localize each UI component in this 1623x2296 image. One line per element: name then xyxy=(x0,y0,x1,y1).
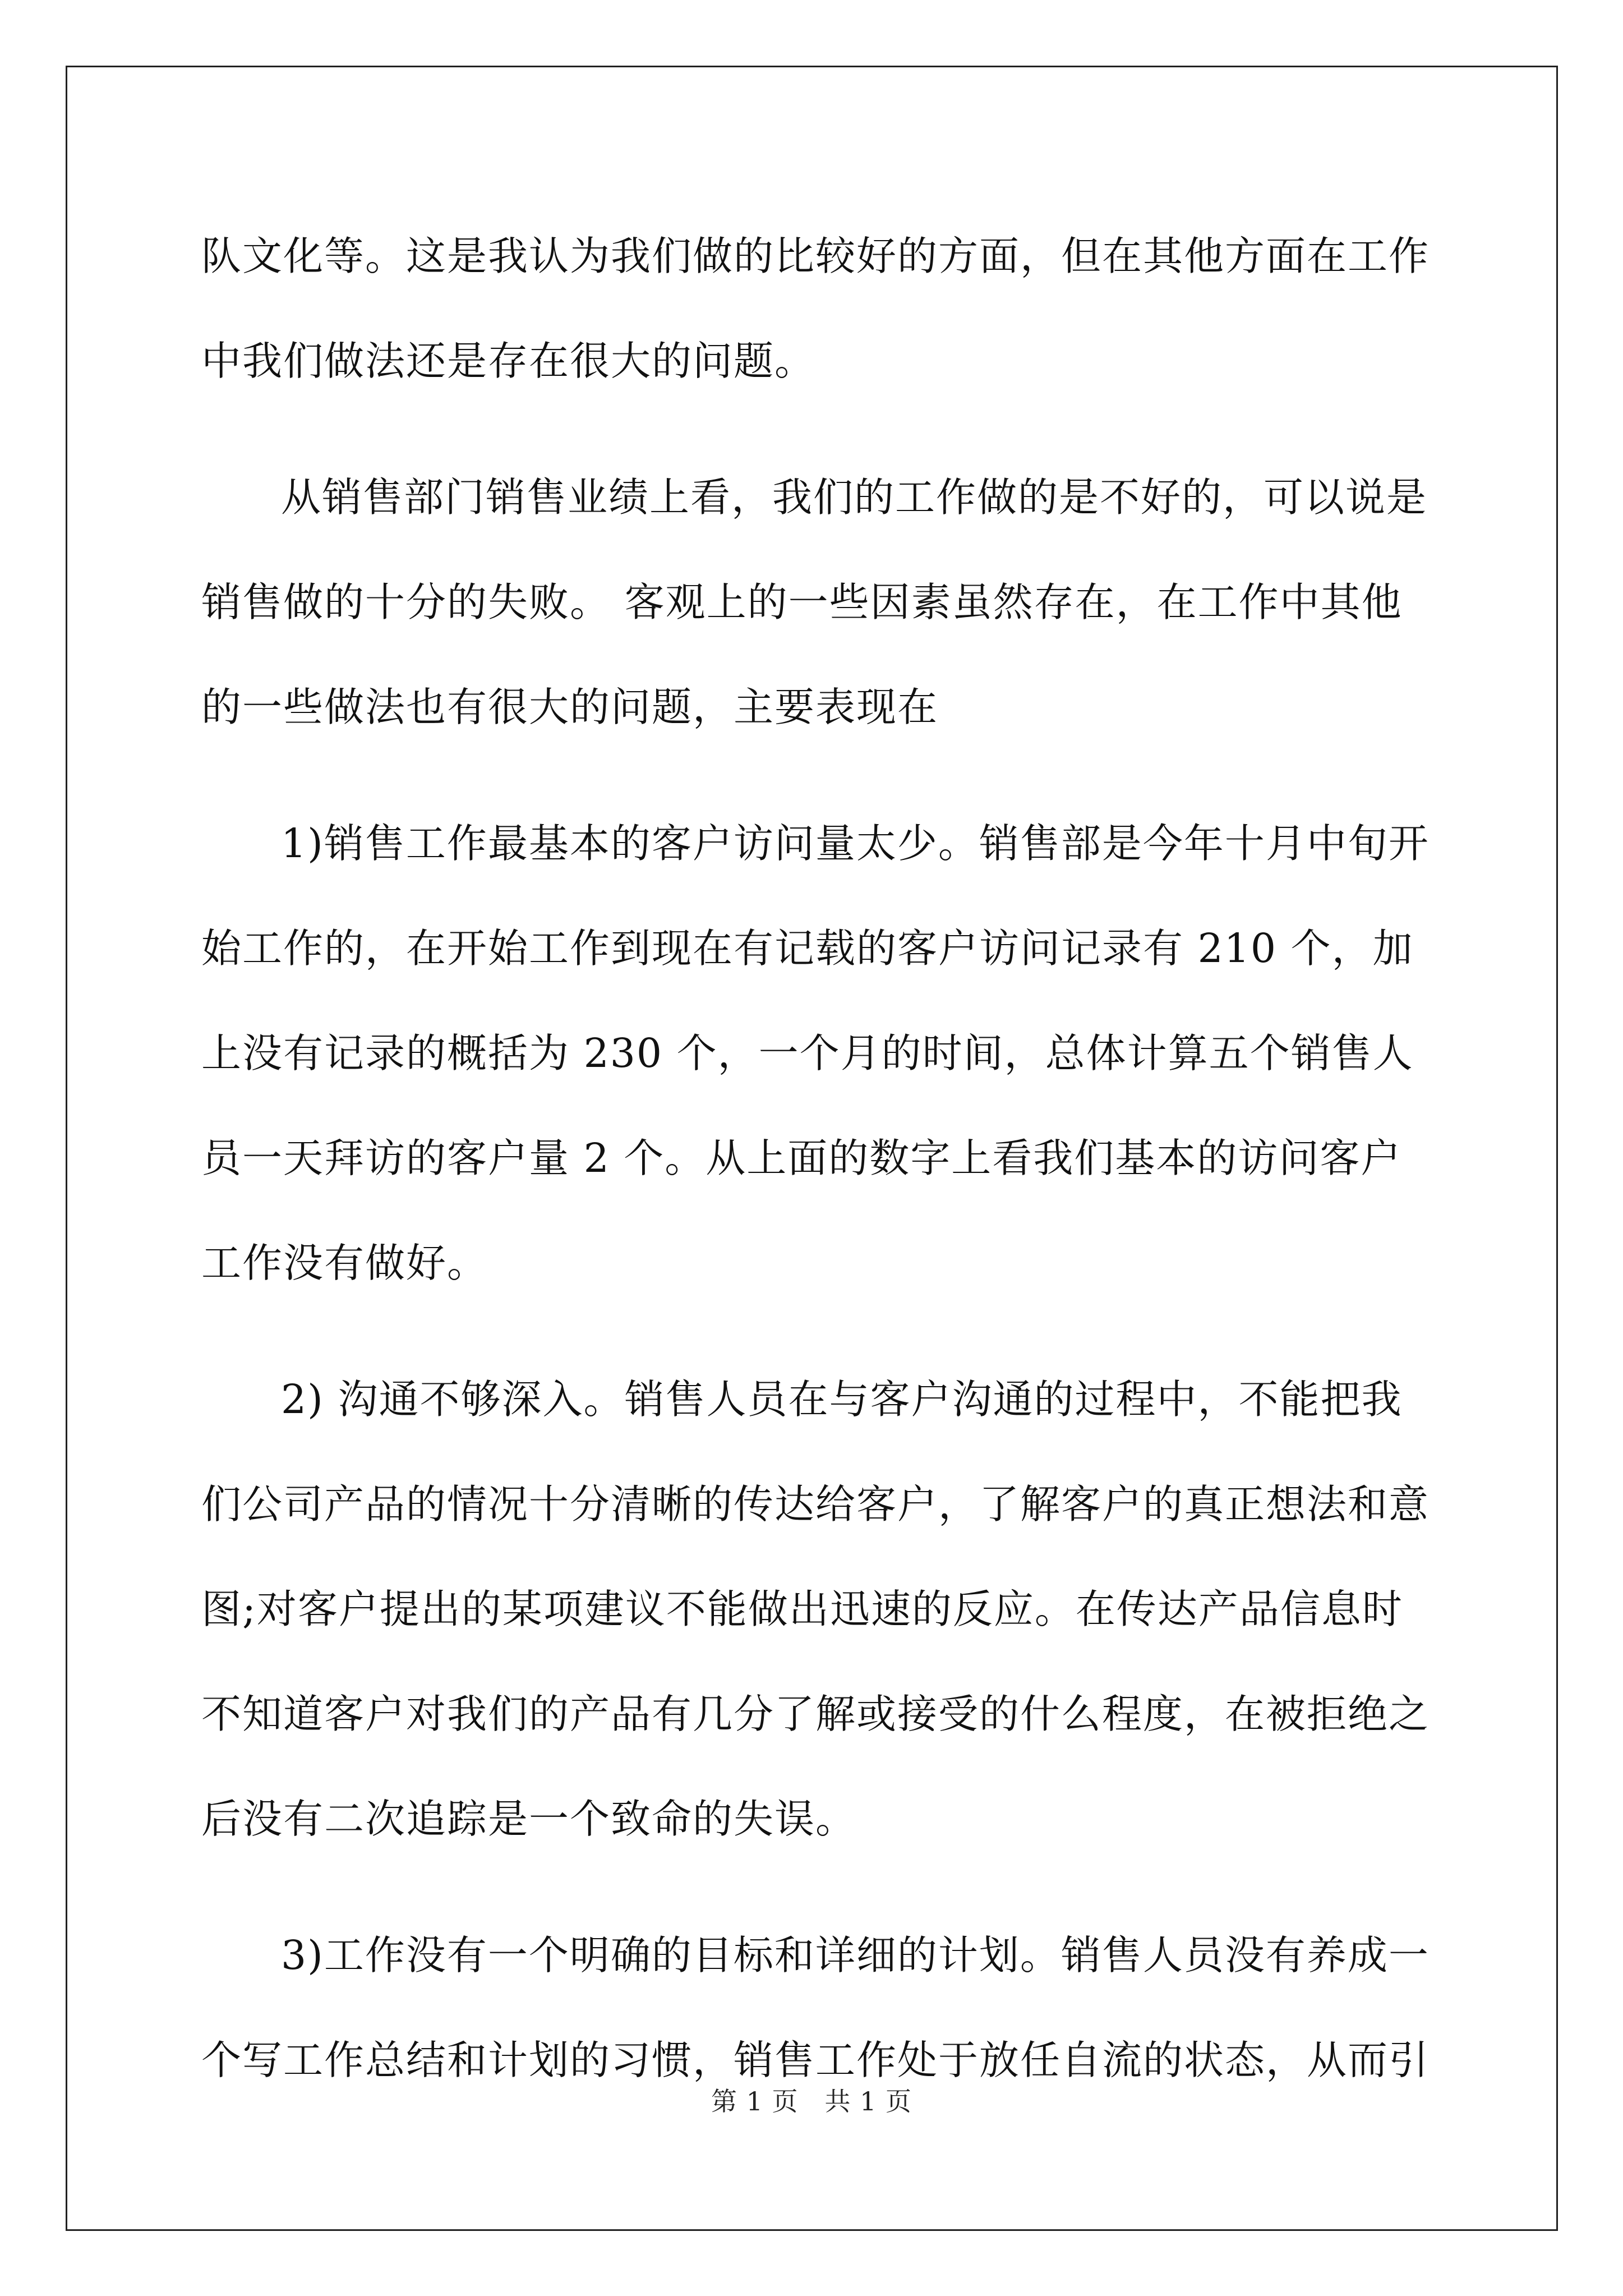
paragraph-1: 队文化等。这是我认为我们做的比较好的方面，但在其他方面在工作中我们做法还是存在很大的问题。 xyxy=(201,233,1430,384)
page-number-footer: 第 1 页 共 1 页 xyxy=(711,2086,912,2116)
paragraph-3: 1)销售工作最基本的客户访问量太少。销售部是今年十月中旬开始工作的，在开始工作到现在有记载的客户访问记录有 210 个，加上没有记录的概括为 230 个，一个月的时间，总体计算五个销售人员一天拜访的客户量 2 个。从上面的数字上看我们基本的访问客户工作没有做好。 xyxy=(201,820,1430,1286)
paragraph-2: 从销售部门销售业绩上看，我们的工作做的是不好的，可以说是销售做的十分的失败。 客观上的一些因素虽然存在，在工作中其他的一些做法也有很大的问题，主要表现在 xyxy=(201,474,1428,730)
document-body xyxy=(201,204,1435,2113)
paragraph-4: 2) 沟通不够深入。销售人员在与客户沟通的过程中，不能把我们公司产品的情况十分清晰的传达给客户，了解客户的真正想法和意图;对客户提出的某项建议不能做出迅速的反应。在传达产品信息时不知道客户对我们的产品有几分了解或接受的什么程度，在被拒绝之后没有二次追踪是一个致命的失误。 xyxy=(201,1376,1430,1842)
paragraph-5: 3)工作没有一个明确的目标和详细的计划。销售人员没有养成一个写工作总结和计划的习惯，销售工作处于放任自流的状态，从而引 xyxy=(201,1932,1430,2083)
